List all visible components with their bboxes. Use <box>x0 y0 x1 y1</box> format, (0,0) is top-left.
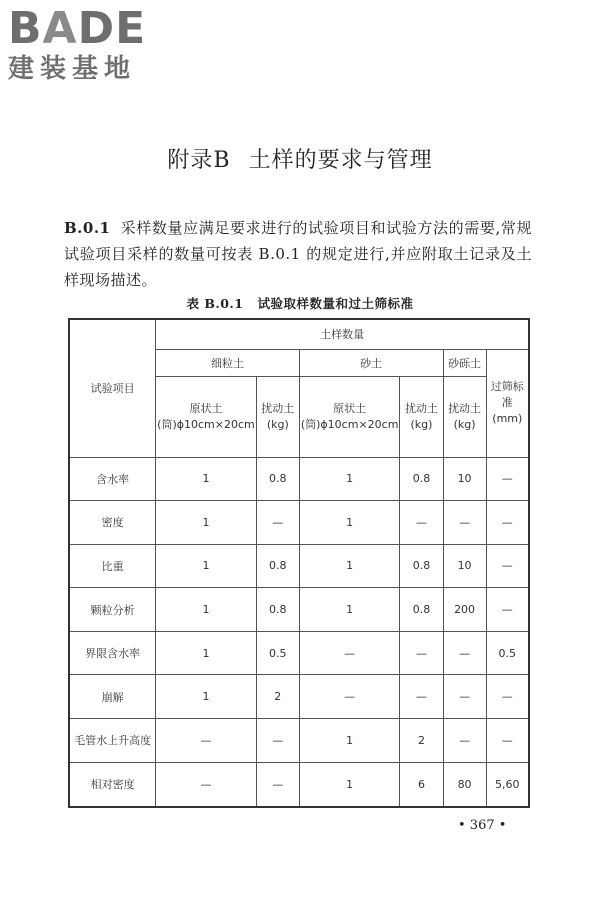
cell-value: — <box>400 675 443 719</box>
cell-value: — <box>443 631 486 675</box>
cell-value: 0.8 <box>256 457 299 501</box>
cell-value: 1 <box>156 631 257 675</box>
cell-value: — <box>486 588 529 632</box>
cell-value: — <box>156 762 257 807</box>
row-item: 密度 <box>69 501 156 545</box>
cell-value: 0.5 <box>486 631 529 675</box>
logo-wordmark: BADE <box>8 3 147 54</box>
table-number: 表 B.0.1 <box>186 296 244 311</box>
clause-text: 采样数量应满足要求进行的试验项目和试验方法的需要,常规试验项目采样的数量可按表 B.0.1 的规定进行,并应附取土记录及土样现场描述。 <box>64 219 532 289</box>
bade-logo <box>8 3 188 84</box>
row-item: 毛管水上升高度 <box>69 718 156 762</box>
cell-value: — <box>486 501 529 545</box>
appendix-title <box>0 143 600 174</box>
row-item: 比重 <box>69 544 156 588</box>
sampling-table <box>68 318 530 808</box>
table-row <box>69 762 529 807</box>
header-quantity: 土样数量 <box>156 319 529 349</box>
table-caption <box>0 294 600 312</box>
cell-value: — <box>299 675 400 719</box>
clause-number: B.0.1 <box>64 219 111 237</box>
clause-b01 <box>64 215 532 293</box>
cell-value: 0.8 <box>256 544 299 588</box>
cell-value: 10 <box>443 544 486 588</box>
header-gravel: 砂砾土 <box>443 349 486 376</box>
cell-value: 1 <box>156 588 257 632</box>
row-item: 颗粒分析 <box>69 588 156 632</box>
table-row <box>69 718 529 762</box>
row-item: 含水率 <box>69 457 156 501</box>
cell-value: — <box>156 718 257 762</box>
cell-value: 0.8 <box>256 588 299 632</box>
cell-value: — <box>486 675 529 719</box>
cell-value: 5,60 <box>486 762 529 807</box>
header-row-1 <box>69 319 529 349</box>
cell-value: 0.8 <box>400 588 443 632</box>
cell-value: — <box>256 718 299 762</box>
header-gravel-disturbed: 扰动土(kg) <box>443 376 486 457</box>
table-row <box>69 457 529 501</box>
cell-value: 2 <box>400 718 443 762</box>
header-fine-disturbed: 扰动土(kg) <box>256 376 299 457</box>
cell-value: — <box>299 631 400 675</box>
cell-value: 2 <box>256 675 299 719</box>
header-sand: 砂土 <box>299 349 443 376</box>
cell-value: 1 <box>299 544 400 588</box>
table-row <box>69 501 529 545</box>
row-item: 相对密度 <box>69 762 156 807</box>
cell-value: — <box>400 631 443 675</box>
cell-value: — <box>443 718 486 762</box>
cell-value: — <box>443 675 486 719</box>
cell-value: — <box>400 501 443 545</box>
cell-value: 1 <box>299 501 400 545</box>
cell-value: 80 <box>443 762 486 807</box>
cell-value: 6 <box>400 762 443 807</box>
logo-subtitle: 建装基地 <box>8 54 137 84</box>
header-sand-disturbed: 扰动土(kg) <box>400 376 443 457</box>
table-row <box>69 544 529 588</box>
cell-value: 1 <box>299 718 400 762</box>
cell-value: 0.8 <box>400 544 443 588</box>
table-title: 试验取样数量和过土筛标准 <box>257 296 414 311</box>
cell-value: 1 <box>156 457 257 501</box>
row-item: 崩解 <box>69 675 156 719</box>
cell-value: — <box>256 501 299 545</box>
header-sand-undisturbed: 原状土(筒)ϕ10cm×20cm <box>299 376 400 457</box>
table-row <box>69 675 529 719</box>
row-item: 界限含水率 <box>69 631 156 675</box>
cell-value: — <box>256 762 299 807</box>
cell-value: 0.8 <box>400 457 443 501</box>
cell-value: 1 <box>156 544 257 588</box>
appendix-heading: 土样的要求与管理 <box>248 148 433 173</box>
cell-value: 200 <box>443 588 486 632</box>
cell-value: 1 <box>299 588 400 632</box>
cell-value: 1 <box>299 762 400 807</box>
cell-value: — <box>486 544 529 588</box>
cell-value: 0.5 <box>256 631 299 675</box>
cell-value: 1 <box>156 675 257 719</box>
header-fine-soil: 细粒土 <box>156 349 300 376</box>
page-number: • 367 • <box>458 818 507 833</box>
cell-value: 1 <box>299 457 400 501</box>
header-fine-undisturbed: 原状土(筒)ϕ10cm×20cm <box>156 376 257 457</box>
appendix-label: 附录B <box>167 148 231 173</box>
cell-value: 10 <box>443 457 486 501</box>
table-row <box>69 588 529 632</box>
table-row <box>69 631 529 675</box>
cell-value: — <box>486 718 529 762</box>
cell-value: — <box>443 501 486 545</box>
cell-value: 1 <box>156 501 257 545</box>
header-sieve: 过筛标准(mm) <box>486 349 529 457</box>
header-item: 试验项目 <box>69 319 156 457</box>
cell-value: — <box>486 457 529 501</box>
